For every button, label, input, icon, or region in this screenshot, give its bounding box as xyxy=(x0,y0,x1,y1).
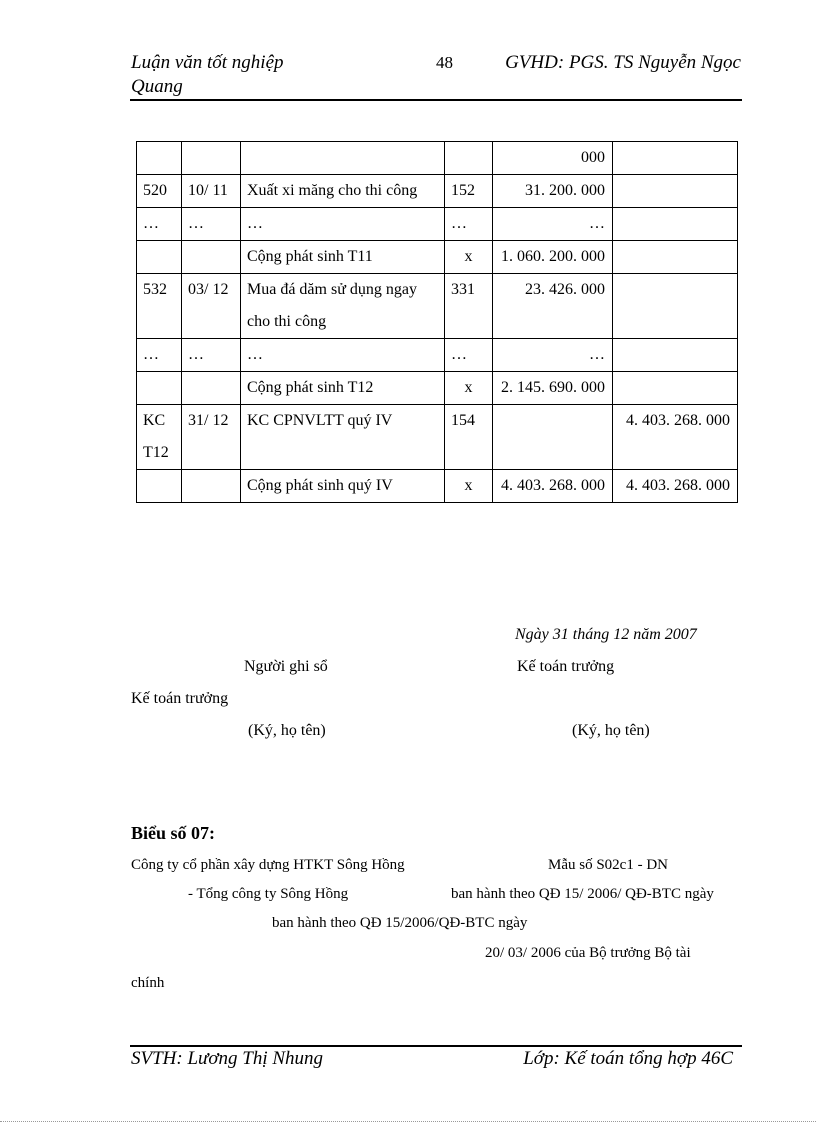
cell-tk: x xyxy=(445,241,493,274)
header-right: GVHD: PGS. TS Nguyễn Ngọc xyxy=(505,52,741,73)
bieu-decision-line4: chính xyxy=(131,975,165,991)
footer-rule xyxy=(130,1045,742,1047)
cell-ngay xyxy=(182,470,241,503)
cell-dien-giai: … xyxy=(241,339,445,372)
cell-tk: x xyxy=(445,470,493,503)
bieu-form-number: Mẫu số S02c1 - DN xyxy=(548,857,668,873)
bieu-decision-line1: ban hành theo QĐ 15/ 2006/ QĐ-BTC ngày xyxy=(451,886,714,902)
cell-ngay: … xyxy=(182,208,241,241)
cell-ngay: 31/ 12 xyxy=(182,405,241,470)
cell-dien-giai: KC CPNVLTT quý IV xyxy=(241,405,445,470)
cell-tk xyxy=(445,142,493,175)
table-row xyxy=(137,405,738,470)
signature-left-sign: (Ký, họ tên) xyxy=(248,722,326,739)
table-row xyxy=(137,274,738,339)
table-row xyxy=(137,470,738,503)
cell-no: 4. 403. 268. 000 xyxy=(493,470,613,503)
footer-left: SVTH: Lương Thị Nhung xyxy=(131,1048,324,1069)
cell-no: 2. 145. 690. 000 xyxy=(493,372,613,405)
signature-right-sign: (Ký, họ tên) xyxy=(572,722,650,739)
cell-no xyxy=(493,405,613,470)
cell-dien-giai: Cộng phát sinh T11 xyxy=(241,241,445,274)
cell-co: 4. 403. 268. 000 xyxy=(613,405,738,470)
cell-co xyxy=(613,142,738,175)
cell-tk: … xyxy=(445,339,493,372)
cell-no: 1. 060. 200. 000 xyxy=(493,241,613,274)
cell-so: 520 xyxy=(137,175,182,208)
table-row xyxy=(137,372,738,405)
cell-ngay xyxy=(182,372,241,405)
cell-no: 31. 200. 000 xyxy=(493,175,613,208)
table-row xyxy=(137,142,738,175)
cell-ngay xyxy=(182,241,241,274)
table-row xyxy=(137,339,738,372)
cell-so: KC T12 xyxy=(137,405,182,470)
cell-dien-giai: Mua đá dăm sử dụng ngay cho thi công xyxy=(241,274,445,339)
cell-co xyxy=(613,372,738,405)
header-left-line2: Quang xyxy=(131,76,183,97)
cell-ngay xyxy=(182,142,241,175)
cell-so xyxy=(137,241,182,274)
cell-no: … xyxy=(493,208,613,241)
cell-dien-giai: … xyxy=(241,208,445,241)
cell-so: 532 xyxy=(137,274,182,339)
cell-no: … xyxy=(493,339,613,372)
cell-so xyxy=(137,142,182,175)
bieu-company-line1: Công ty cổ phần xây dựng HTKT Sông Hồng xyxy=(131,857,405,873)
cell-co xyxy=(613,274,738,339)
page-bottom-border xyxy=(0,1121,816,1122)
signature-left-title: Người ghi sổ xyxy=(244,658,328,675)
cell-co xyxy=(613,339,738,372)
cell-so: … xyxy=(137,208,182,241)
cell-co xyxy=(613,175,738,208)
cell-tk: 154 xyxy=(445,405,493,470)
bieu-decision-line3: 20/ 03/ 2006 của Bộ trưởng Bộ tài xyxy=(485,945,691,961)
signature-extra-title: Kế toán trưởng xyxy=(131,690,229,707)
table-row xyxy=(137,175,738,208)
cell-dien-giai: Cộng phát sinh quý IV xyxy=(241,470,445,503)
table-row xyxy=(137,208,738,241)
cell-dien-giai xyxy=(241,142,445,175)
cell-no: 000 xyxy=(493,142,613,175)
page-number: 48 xyxy=(436,53,453,72)
cell-ngay: 03/ 12 xyxy=(182,274,241,339)
signature-right-title: Kế toán trưởng xyxy=(517,658,615,675)
cell-co xyxy=(613,241,738,274)
bieu-decision-line2: ban hành theo QĐ 15/2006/QĐ-BTC ngày xyxy=(272,915,528,931)
bieu-title: Biểu số 07: xyxy=(131,823,216,843)
cell-so xyxy=(137,372,182,405)
cell-co xyxy=(613,208,738,241)
cell-dien-giai: Cộng phát sinh T12 xyxy=(241,372,445,405)
cell-so xyxy=(137,470,182,503)
cell-dien-giai: Xuất xi măng cho thi công xyxy=(241,175,445,208)
cell-tk: 152 xyxy=(445,175,493,208)
cell-no: 23. 426. 000 xyxy=(493,274,613,339)
footer-right: Lớp: Kế toán tổng hợp 46C xyxy=(523,1048,733,1069)
bieu-company-line2: - Tổng công ty Sông Hồng xyxy=(188,886,349,902)
table-row xyxy=(137,241,738,274)
header-rule xyxy=(130,99,742,101)
cell-tk: 331 xyxy=(445,274,493,339)
signature-date: Ngày 31 tháng 12 năm 2007 xyxy=(515,626,697,643)
cell-co: 4. 403. 268. 000 xyxy=(613,470,738,503)
cell-tk: x xyxy=(445,372,493,405)
cell-tk: … xyxy=(445,208,493,241)
cell-ngay: … xyxy=(182,339,241,372)
cell-ngay: 10/ 11 xyxy=(182,175,241,208)
header-left-line1: Luận văn tốt nghiệp xyxy=(131,52,284,73)
ledger-table xyxy=(136,141,738,503)
cell-so: … xyxy=(137,339,182,372)
